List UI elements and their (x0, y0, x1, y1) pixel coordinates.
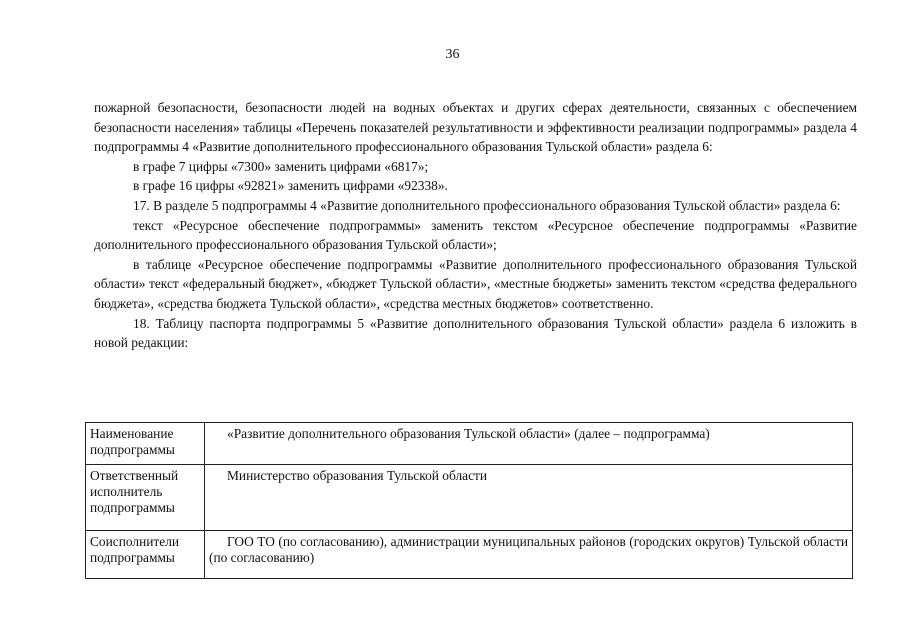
table-cell-value-text: «Развитие дополнительного образования Тульской области» (далее – подпрограмма) (227, 426, 710, 441)
page-number: 36 (445, 47, 460, 62)
table-cell-value (205, 423, 853, 465)
table-cell-value (205, 531, 853, 579)
paragraph-point-18: 18. Таблицу паспорта подпрограммы 5 «Развитие дополнительного образования Тульской области» раздела 6 изложить в новой редакции: (94, 315, 857, 351)
table-row (86, 423, 853, 465)
paragraph-point-17: 17. В разделе 5 подпрограммы 4 «Развитие дополнительного профессионального образования Тульской области» раздела 6: (133, 197, 841, 213)
subprogram-passport-table (85, 422, 853, 579)
table-cell-label: Соисполнители подпрограммы (86, 531, 205, 579)
table-cell-value-text: ГОО ТО (по согласованию), администрации муниципальных районов (городских округов) Тульской области (по согласованию) (209, 534, 848, 565)
table-row (86, 531, 853, 579)
table-cell-label: Наименование подпрограммы (86, 423, 205, 465)
paragraph-continuation: пожарной безопасности, безопасности людей на водных объектах и других сферах деятельности, связанных с обеспечением безопасности населения» таблицы «Перечень показателей результативности и эффективности реализации подпрограммы» раздела 4 подпрограммы 4 «Развитие дополнительного профессионального образования Тульской области» раздела 6: (94, 100, 857, 155)
table-cell-value-text: Министерство образования Тульской области (227, 468, 488, 483)
paragraph-table-replace: в таблице «Ресурсное обеспечение подпрограммы «Развитие дополнительного профессионального образования Тульской области» текст «федеральный бюджет», «бюджет Тульской области», «местные бюджеты» заменить текстом «средства федерального бюджета», «средства бюджета Тульской области», «средства местных бюджетов» соответственно. (94, 256, 857, 311)
table-cell-label: Ответственный исполнитель подпрограммы (86, 465, 205, 531)
paragraph-text-replace: текст «Ресурсное обеспечение подпрограммы» заменить текстом «Ресурсное обеспечение подпрограммы «Развитие дополнительного профессионального образования Тульской области»; (94, 217, 857, 253)
paragraph-item-column-16: в графе 16 цифры «92821» заменить цифрами «92338». (133, 178, 448, 194)
document-body (94, 98, 857, 353)
table-cell-value (205, 465, 853, 531)
paragraph-item-column-7: в графе 7 цифры «7300» заменить цифрами «6817»; (133, 158, 429, 174)
table-row (86, 465, 853, 531)
